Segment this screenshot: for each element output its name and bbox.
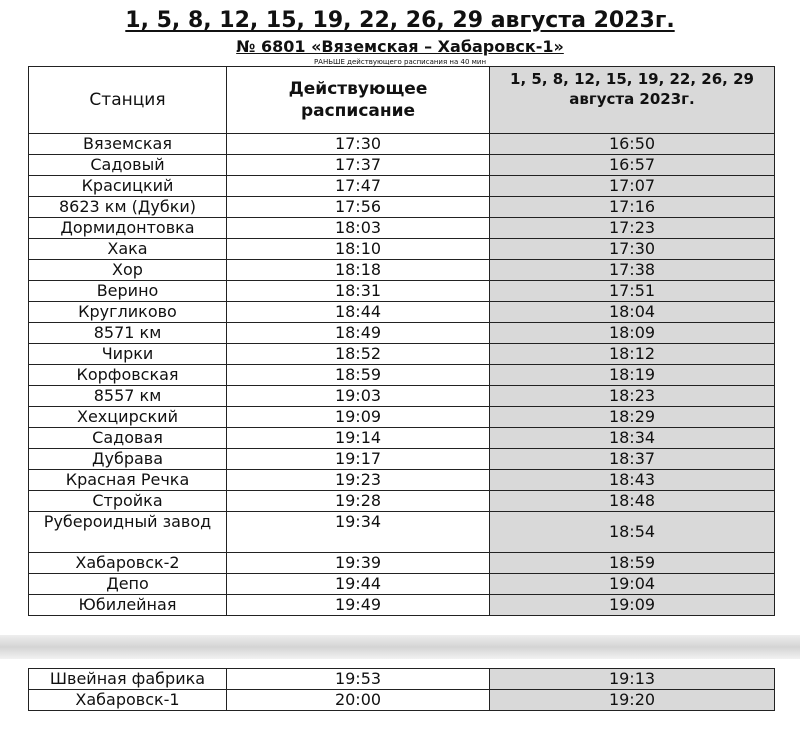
new-time-cell: 16:57: [490, 155, 775, 176]
table-row: [29, 669, 775, 690]
table-row: [29, 365, 775, 386]
schedule-table-continuation: [28, 668, 775, 711]
current-time-cell: 19:03: [227, 386, 490, 407]
new-time-cell: 19:20: [490, 690, 775, 711]
page-cut-divider: [0, 635, 800, 659]
new-time-cell: 18:43: [490, 470, 775, 491]
station-cell: Кругликово: [29, 302, 227, 323]
table-row: [29, 281, 775, 302]
new-time-cell: 17:51: [490, 281, 775, 302]
current-time-cell: 19:44: [227, 574, 490, 595]
table-row: [29, 595, 775, 616]
new-time-cell: 18:19: [490, 365, 775, 386]
table-row: [29, 449, 775, 470]
station-cell: 8557 км: [29, 386, 227, 407]
table-row: [29, 197, 775, 218]
current-time-cell: 17:37: [227, 155, 490, 176]
station-cell: 8623 км (Дубки): [29, 197, 227, 218]
new-time-cell: 18:23: [490, 386, 775, 407]
current-time-cell: 19:23: [227, 470, 490, 491]
schedule-title: 1, 5, 8, 12, 15, 19, 22, 26, 29 августа 2023г.: [125, 8, 675, 33]
current-time-cell: 18:31: [227, 281, 490, 302]
table-row: [29, 134, 775, 155]
table-row: [29, 176, 775, 197]
table-row: [29, 407, 775, 428]
new-time-cell: 18:54: [490, 512, 775, 553]
current-time-cell: 17:30: [227, 134, 490, 155]
new-time-cell: 17:23: [490, 218, 775, 239]
station-cell: Хабаровск-2: [29, 553, 227, 574]
current-time-cell: 19:53: [227, 669, 490, 690]
current-time-cell: 19:09: [227, 407, 490, 428]
new-time-cell: 17:30: [490, 239, 775, 260]
station-cell: Хехцирский: [29, 407, 227, 428]
station-cell: Красицкий: [29, 176, 227, 197]
new-time-cell: 17:16: [490, 197, 775, 218]
current-time-cell: 19:14: [227, 428, 490, 449]
table-row: [29, 260, 775, 281]
station-cell: Садовый: [29, 155, 227, 176]
table-row: [29, 574, 775, 595]
station-cell: Рубероидный завод: [29, 512, 227, 553]
current-time-cell: 17:56: [227, 197, 490, 218]
station-cell: Швейная фабрика: [29, 669, 227, 690]
new-time-cell: 18:48: [490, 491, 775, 512]
station-cell: Стройка: [29, 491, 227, 512]
station-cell: Вяземская: [29, 134, 227, 155]
current-time-cell: 20:00: [227, 690, 490, 711]
new-time-cell: 18:29: [490, 407, 775, 428]
current-time-cell: 18:44: [227, 302, 490, 323]
station-cell: Чирки: [29, 344, 227, 365]
new-time-cell: 18:34: [490, 428, 775, 449]
current-time-cell: 19:34: [227, 512, 490, 553]
table-header-row: [29, 67, 775, 134]
new-time-cell: 19:09: [490, 595, 775, 616]
station-cell: Садовая: [29, 428, 227, 449]
table-row: [29, 218, 775, 239]
station-cell: Депо: [29, 574, 227, 595]
station-cell: Хабаровск-1: [29, 690, 227, 711]
new-time-cell: 18:59: [490, 553, 775, 574]
table-row: [29, 239, 775, 260]
current-time-cell: 19:28: [227, 491, 490, 512]
station-cell: Верино: [29, 281, 227, 302]
new-time-cell: 18:37: [490, 449, 775, 470]
table-row: [29, 323, 775, 344]
current-time-cell: 19:49: [227, 595, 490, 616]
new-time-cell: 16:50: [490, 134, 775, 155]
table-row: [29, 690, 775, 711]
schedule-note: РАНЬШЕ действующего расписания на 40 мин: [313, 58, 487, 66]
station-cell: Корфовская: [29, 365, 227, 386]
current-time-cell: 19:39: [227, 553, 490, 574]
current-time-cell: 18:59: [227, 365, 490, 386]
column-header-current-schedule: Действующее расписание: [227, 67, 490, 134]
new-time-cell: 17:07: [490, 176, 775, 197]
table-row: [29, 470, 775, 491]
column-header-station: Станция: [29, 67, 227, 134]
schedule-table: [28, 66, 775, 616]
current-time-cell: 18:10: [227, 239, 490, 260]
station-cell: Дормидонтовка: [29, 218, 227, 239]
table-row: [29, 344, 775, 365]
new-time-cell: 18:04: [490, 302, 775, 323]
current-time-cell: 17:47: [227, 176, 490, 197]
table-row: [29, 512, 775, 553]
station-cell: 8571 км: [29, 323, 227, 344]
new-time-cell: 19:13: [490, 669, 775, 690]
table-row: [29, 155, 775, 176]
current-time-cell: 18:49: [227, 323, 490, 344]
new-time-cell: 17:38: [490, 260, 775, 281]
station-cell: Дубрава: [29, 449, 227, 470]
station-cell: Хака: [29, 239, 227, 260]
current-time-cell: 18:03: [227, 218, 490, 239]
table-row: [29, 553, 775, 574]
new-time-cell: 18:12: [490, 344, 775, 365]
new-time-cell: 18:09: [490, 323, 775, 344]
train-route-title: № 6801 «Вяземская – Хабаровск-1»: [236, 37, 564, 56]
current-time-cell: 18:52: [227, 344, 490, 365]
current-time-cell: 18:18: [227, 260, 490, 281]
table-row: [29, 491, 775, 512]
table-row: [29, 302, 775, 323]
table-row: [29, 386, 775, 407]
new-time-cell: 19:04: [490, 574, 775, 595]
column-header-new-schedule: 1, 5, 8, 12, 15, 19, 22, 26, 29 августа 2023г.: [490, 67, 775, 134]
table-row: [29, 428, 775, 449]
station-cell: Юбилейная: [29, 595, 227, 616]
station-cell: Красная Речка: [29, 470, 227, 491]
current-time-cell: 19:17: [227, 449, 490, 470]
station-cell: Хор: [29, 260, 227, 281]
